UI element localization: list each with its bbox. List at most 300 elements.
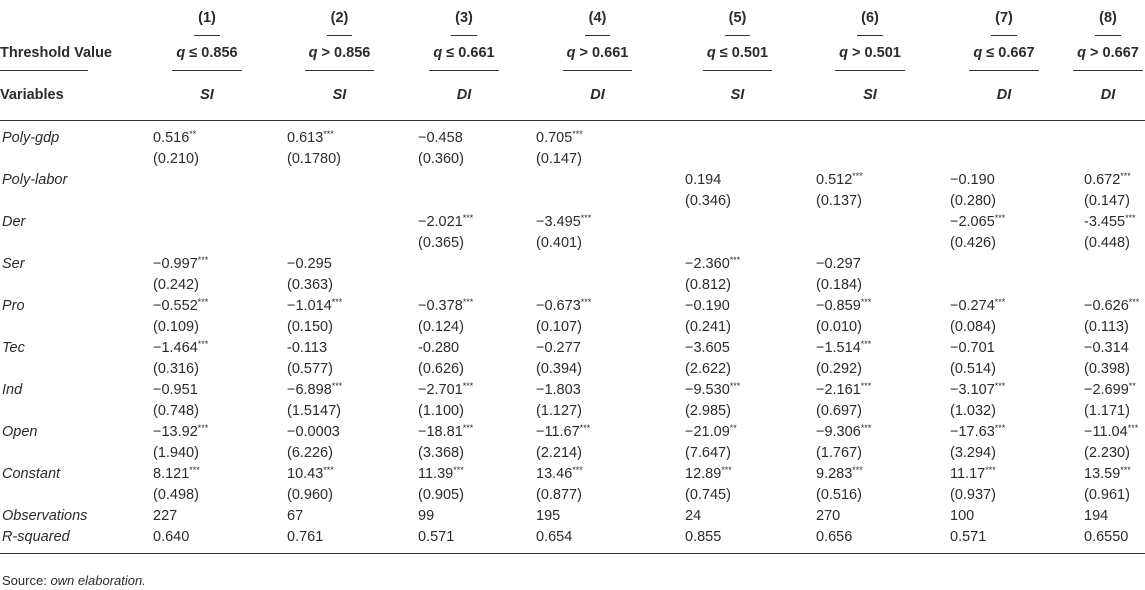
coefficient-cell [672,296,803,338]
empty-cell [536,170,672,191]
coefficient-value: −0.295 [287,256,332,272]
coefficient-cell [1071,338,1145,380]
coefficient-line [153,380,274,401]
coefficient-cell [405,121,523,171]
threshold-expression [563,43,633,71]
standard-error: (0.210) [153,151,199,167]
dependent-variable: DI [996,87,1012,103]
standard-error: (0.697) [816,403,862,419]
standard-error: (0.812) [685,277,731,293]
standard-error: (0.748) [153,403,199,419]
threshold-value: 0.501 [864,45,901,61]
dependent-variable: DI [456,87,472,103]
standard-error: (0.363) [287,277,333,293]
variable-row [0,338,1145,380]
significance-stars: *** [1120,465,1131,475]
standard-error: (0.346) [685,193,731,209]
standard-error: (0.010) [816,319,862,335]
variable-name: Poly-gdp [2,130,60,146]
threshold-value: 0.667 [1102,45,1139,61]
empty-cell [685,233,803,254]
coefficient-value: −21.09 [685,424,730,440]
threshold-label: Threshold Value [0,43,88,71]
standard-error: (0.147) [1084,193,1130,209]
coefficient-value: −1.514 [816,340,861,356]
significance-stars: ** [729,423,737,433]
statistic-value: 0.761 [274,527,405,554]
coefficient-cell [937,338,1071,380]
coefficient-cell [937,464,1071,506]
coefficient-value: 0.512 [816,172,853,188]
threshold-row [0,36,1145,71]
threshold-cell [274,36,405,71]
coefficient-line [287,422,405,443]
significance-stars: *** [852,171,863,181]
coefficient-line [418,338,523,359]
significance-stars: ** [189,129,197,139]
coefficient-line [418,296,523,317]
standard-error: (0.394) [536,361,582,377]
standard-error: (1.100) [418,403,464,419]
empty-cell [950,128,1071,149]
coefficient-line [536,212,672,233]
coefficient-cell [672,121,803,171]
coefficient-line [816,464,937,485]
coefficient-cell [672,170,803,212]
coefficient-cell [140,121,274,171]
empty-cell [536,254,672,275]
coefficient-line [816,296,937,317]
threshold-variable: q [566,45,576,61]
variable-name: Constant [2,466,61,482]
coefficient-value: 9.283 [816,466,853,482]
significance-stars: *** [985,465,996,475]
coefficient-value: 11.39 [418,466,454,482]
empty-cell [536,191,672,212]
threshold-label-cell [0,36,140,71]
standard-error: (1.127) [536,403,582,419]
significance-stars: *** [572,465,583,475]
coefficient-value: −1.803 [536,382,581,398]
coefficient-line [418,128,523,149]
significance-stars: *** [462,297,474,307]
coefficient-cell [803,338,937,380]
threshold-expression [969,43,1038,71]
threshold-expression [305,43,375,71]
empty-cell [287,170,405,191]
standard-error: (1.5147) [287,403,342,419]
coefficient-cell [140,464,274,506]
dependent-variable-row [0,71,1145,121]
coefficient-cell [1071,212,1145,254]
empty-cell [418,275,523,296]
variables-label: Variables [0,87,64,103]
empty-cell [816,212,937,233]
standard-error: (0.498) [153,487,199,503]
dependent-variable-cell [523,71,672,121]
empty-cell [816,149,937,170]
coefficient-line [153,422,274,443]
coefficient-value: 11.17 [950,466,986,482]
model-number [523,0,672,36]
coefficient-cell [803,380,937,422]
threshold-variable: q [308,45,318,61]
coefficient-cell [523,338,672,380]
variable-name: Pro [2,298,25,314]
empty-cell [950,275,1071,296]
standard-error: (0.137) [816,193,862,209]
coefficient-line [950,338,1071,359]
variable-name: Ser [2,256,25,272]
standard-error: (2.214) [536,445,582,461]
coefficient-cell [140,254,274,296]
significance-stars: *** [197,423,209,433]
model-number-text: (3) [451,8,477,36]
dependent-variable-cell [274,71,405,121]
coefficient-cell [523,422,672,464]
empty-cell [1084,254,1145,275]
coefficient-value: −0.701 [950,340,995,356]
coefficient-cell [405,296,523,338]
coefficient-line [1084,338,1145,359]
variable-row [0,380,1145,422]
statistic-value: 0.855 [672,527,803,554]
threshold-cell [937,36,1071,71]
coefficient-line [816,170,937,191]
significance-stars: *** [580,213,592,223]
empty-cell [153,170,274,191]
threshold-operator: ≤ [719,45,728,61]
coefficient-cell [937,212,1071,254]
coefficient-cell [803,464,937,506]
threshold-operator: ≤ [986,45,995,61]
significance-stars: *** [197,339,209,349]
model-number-text: (1) [194,8,220,36]
coefficient-line [685,170,803,191]
coefficient-cell [523,170,672,212]
threshold-operator: ≤ [446,45,455,61]
coefficient-cell [274,254,405,296]
standard-error: (0.150) [287,319,333,335]
empty-cell [950,254,1071,275]
coefficient-line [1084,464,1145,485]
coefficient-line [153,254,274,275]
coefficient-line [950,422,1071,443]
coefficient-cell [274,170,405,212]
standard-error: (0.401) [536,235,582,251]
coefficient-value: −0.274 [950,298,995,314]
significance-stars: *** [323,129,334,139]
coefficient-line [153,338,274,359]
variable-name: Ind [2,382,23,398]
standard-error: (1.767) [816,445,862,461]
empty-cell [816,233,937,254]
significance-stars: *** [860,339,872,349]
dependent-variable: DI [590,87,605,103]
coefficient-cell [1071,380,1145,422]
model-number-text: (2) [327,8,353,36]
standard-error: (2.985) [685,403,731,419]
model-number-text: (6) [857,8,883,36]
model-number-text: (4) [585,8,611,36]
threshold-cell [140,36,274,71]
variable-name: Poly-labor [2,172,68,188]
coefficient-value: 13.59 [1084,466,1121,482]
empty-cell [153,233,274,254]
empty-cell [950,149,1071,170]
coefficient-value: −2.021 [418,214,463,230]
source-label: Source: [2,573,47,588]
coefficient-line [536,464,672,485]
coefficient-cell [1071,254,1145,296]
coefficient-cell [405,170,523,212]
coefficient-cell [274,338,405,380]
coefficient-line [685,254,803,275]
coefficient-cell [803,422,937,464]
coefficient-value: −13.92 [153,424,198,440]
coefficient-value: 0.194 [685,172,722,188]
coefficient-line [816,338,937,359]
standard-error: (0.905) [418,487,464,503]
significance-stars: *** [579,423,591,433]
model-number [140,0,274,36]
threshold-expression [1073,43,1143,71]
threshold-operator: > [1090,45,1099,61]
significance-stars: *** [580,297,592,307]
standard-error: (0.577) [287,361,333,377]
threshold-expression [429,43,498,71]
significance-stars: *** [331,381,343,391]
standard-error: (0.961) [1084,487,1130,503]
standard-error: (0.960) [287,487,333,503]
coefficient-value: −0.552 [153,298,198,314]
standard-error: (0.514) [950,361,996,377]
coefficient-line [418,380,523,401]
coefficient-value: -3.455 [1084,214,1126,230]
coefficient-line [287,338,405,359]
empty-cell [685,149,803,170]
statistic-value: 0.656 [803,527,937,554]
threshold-variable: q [1077,45,1087,61]
significance-stars: *** [197,297,209,307]
coefficient-cell [937,170,1071,212]
coefficient-cell [274,422,405,464]
coefficient-line [685,380,803,401]
significance-stars: *** [994,381,1006,391]
statistic-value: 0.571 [405,527,523,554]
variable-row [0,296,1145,338]
coefficient-value: -0.113 [287,340,328,356]
threshold-variable: q [973,45,983,61]
coefficient-line [536,338,672,359]
variable-name: Tec [2,340,25,356]
threshold-operator: > [852,45,861,61]
empty-cell [153,212,274,233]
standard-error: (2.230) [1084,445,1130,461]
statistic-value: 0.571 [937,527,1071,554]
coefficient-cell [274,212,405,254]
coefficient-value: −0.458 [418,130,463,146]
standard-error: (0.426) [950,235,996,251]
coefficient-line [1084,296,1145,317]
coefficient-cell [405,338,523,380]
statistic-value: 270 [816,508,841,524]
significance-stars: *** [1125,213,1136,223]
standard-error: (0.877) [536,487,582,503]
standard-error: (0.360) [418,151,464,167]
significance-stars: *** [1120,171,1131,181]
dependent-variable-cell [405,71,523,121]
dependent-variable: SI [332,87,347,103]
coefficient-value: −11.04 [1084,424,1128,440]
coefficient-line [418,464,523,485]
coefficient-value: 0.672 [1084,172,1121,188]
standard-error: (1.940) [153,445,199,461]
coefficient-cell [274,464,405,506]
coefficient-line [287,254,405,275]
standard-error: (0.448) [1084,235,1130,251]
coefficient-value: −1.014 [287,298,332,314]
coefficient-line [816,422,937,443]
coefficient-value: −17.63 [950,424,995,440]
significance-stars: *** [462,381,474,391]
model-number [672,0,803,36]
coefficient-cell [672,464,803,506]
coefficient-line [1084,422,1145,443]
standard-error: (0.365) [418,235,464,251]
coefficient-value: −2.701 [418,382,463,398]
significance-stars: *** [860,297,872,307]
statistic-row [0,506,1145,527]
variable-row [0,464,1145,506]
statistic-name: Observations [2,508,88,524]
significance-stars: ** [1128,381,1136,391]
statistic-value: 99 [418,508,435,524]
coefficient-cell [937,254,1071,296]
empty-cell [418,191,523,212]
threshold-cell [523,36,672,71]
significance-stars: *** [189,465,200,475]
standard-error: (7.647) [685,445,731,461]
coefficient-cell [672,338,803,380]
statistic-value: 0.654 [523,527,672,554]
coefficient-cell [803,170,937,212]
variable-row [0,254,1145,296]
threshold-expression [835,43,905,71]
variables-label-cell [0,71,140,121]
coefficient-value: −2.161 [816,382,861,398]
coefficient-cell [672,254,803,296]
coefficient-line [685,296,803,317]
standard-error: (0.280) [950,193,996,209]
coefficient-cell [672,422,803,464]
coefficient-value: −9.530 [685,382,730,398]
significance-stars: *** [994,423,1006,433]
variable-name: Open [2,424,38,440]
source-note [2,573,146,588]
threshold-cell [803,36,937,71]
significance-stars: *** [860,423,872,433]
statistic-value: 100 [950,508,975,524]
standard-error: (2.622) [685,361,731,377]
standard-error: (0.113) [1084,319,1129,335]
coefficient-value: −0.297 [816,256,861,272]
standard-error: (0.316) [153,361,199,377]
standard-error: (3.294) [950,445,996,461]
variable-row [0,121,1145,171]
coefficient-value: 8.121 [153,466,190,482]
threshold-value: 0.501 [731,45,769,61]
coefficient-line [685,464,803,485]
coefficient-line [950,212,1071,233]
statistic-value: 195 [536,508,561,524]
corner-cell [0,0,140,36]
statistic-value: 227 [153,508,178,524]
significance-stars: *** [331,297,343,307]
standard-error: (0.084) [950,319,996,335]
standard-error: (0.398) [1084,361,1130,377]
coefficient-cell [405,212,523,254]
coefficient-cell [405,464,523,506]
significance-stars: *** [572,129,583,139]
coefficient-line [418,422,523,443]
coefficient-line [816,380,937,401]
significance-stars: *** [721,465,732,475]
coefficient-cell [803,212,937,254]
coefficient-value: −3.605 [685,340,730,356]
standard-error: (0.184) [816,277,862,293]
coefficient-cell [937,121,1071,171]
coefficient-cell [274,121,405,171]
coefficient-cell [405,254,523,296]
dependent-variable-cell [140,71,274,121]
model-number-text: (8) [1095,8,1121,36]
standard-error: (6.226) [287,445,333,461]
empty-cell [287,191,405,212]
variable-row [0,422,1145,464]
threshold-value: 0.856 [201,45,238,61]
coefficient-value: -0.280 [418,340,460,356]
coefficient-value: −0.626 [1084,298,1129,314]
threshold-value: 0.667 [998,45,1035,61]
threshold-variable: q [706,45,716,61]
significance-stars: *** [462,423,474,433]
coefficient-value: 13.46 [536,466,573,482]
coefficient-value: −0.0003 [287,424,340,440]
coefficient-line [153,128,274,149]
model-number [803,0,937,36]
coefficient-cell [803,296,937,338]
threshold-operator: ≤ [189,45,198,61]
standard-error: (0.1780) [287,151,342,167]
standard-error: (0.626) [418,361,464,377]
significance-stars: *** [323,465,334,475]
standard-error: (1.171) [1084,403,1130,419]
coefficient-cell [140,380,274,422]
empty-cell [685,212,803,233]
statistic-value: 67 [287,508,304,524]
threshold-value: 0.856 [334,45,371,61]
coefficient-line [950,464,1071,485]
coefficient-cell [140,296,274,338]
significance-stars: *** [462,213,474,223]
coefficient-cell [1071,422,1145,464]
empty-cell [418,170,523,191]
coefficient-value: −0.378 [418,298,463,314]
coefficient-cell [1071,296,1145,338]
variable-name: Der [2,214,26,230]
model-number [937,0,1071,36]
